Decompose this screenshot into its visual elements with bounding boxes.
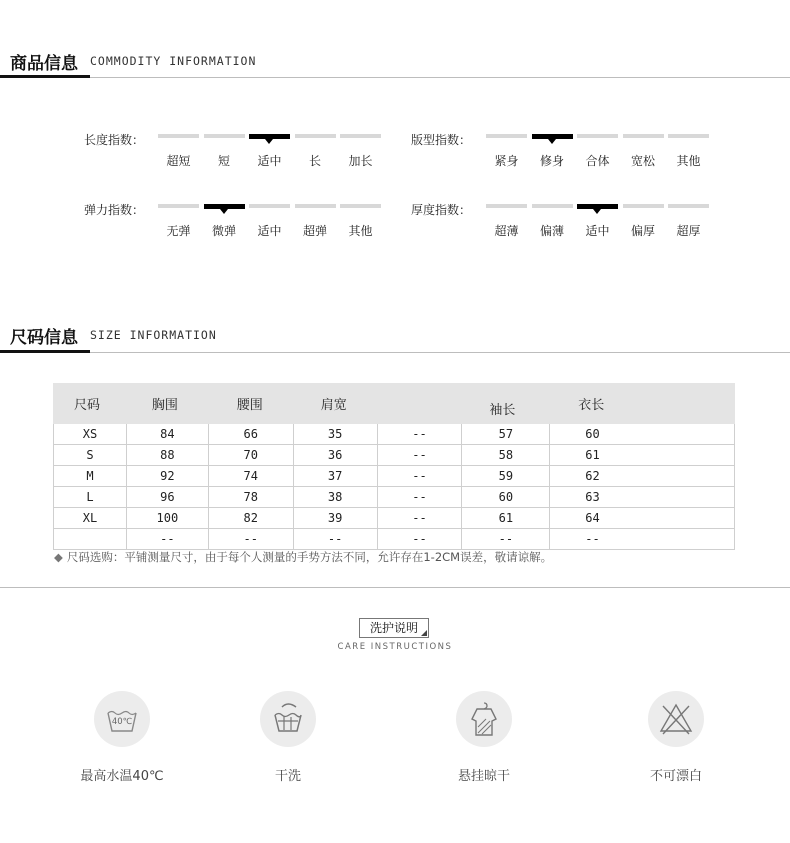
size-cell: -- bbox=[377, 445, 462, 466]
care-title-en: CARE INSTRUCTIONS bbox=[337, 642, 453, 652]
size-title-en: SIZE INFORMATION bbox=[90, 328, 217, 342]
size-cell: 36 bbox=[293, 445, 377, 466]
size-cell: -- bbox=[550, 529, 735, 550]
index-option: 超短 bbox=[166, 154, 191, 168]
dry-clean-icon bbox=[260, 691, 316, 747]
index-label-2: 弹力指数： bbox=[84, 203, 145, 217]
size-cell: 96 bbox=[126, 487, 208, 508]
index-pointer-icon bbox=[220, 209, 228, 214]
index-segment bbox=[623, 204, 664, 208]
index-pointer-icon bbox=[548, 139, 556, 144]
index-segment bbox=[295, 204, 336, 208]
size-table bbox=[53, 383, 735, 550]
size-cell: 59 bbox=[462, 466, 550, 487]
index-option: 适中 bbox=[257, 154, 282, 168]
index-option: 宽松 bbox=[630, 154, 655, 168]
size-cell: M bbox=[54, 466, 127, 487]
index-pointer-icon bbox=[593, 209, 601, 214]
index-option: 超弹 bbox=[302, 224, 327, 238]
wash-temp-text: 40℃ bbox=[111, 717, 133, 727]
size-header-cell: 肩宽 bbox=[293, 384, 377, 424]
size-cell: -- bbox=[293, 529, 377, 550]
size-table-header bbox=[54, 384, 735, 424]
care-title-cn: 洗护说明 bbox=[369, 621, 418, 635]
size-cell: 70 bbox=[208, 445, 293, 466]
size-cell: 61 bbox=[462, 508, 550, 529]
size-cell: 38 bbox=[293, 487, 377, 508]
size-cell bbox=[54, 529, 127, 550]
size-cell: 82 bbox=[208, 508, 293, 529]
size-header-cell: 腰围 bbox=[208, 384, 293, 424]
badge-corner-icon bbox=[421, 630, 427, 636]
size-cell: 78 bbox=[208, 487, 293, 508]
care-label-dry-clean: 干洗 bbox=[274, 769, 301, 784]
index-option: 微弹 bbox=[211, 224, 236, 238]
index-option: 紧身 bbox=[494, 154, 519, 168]
size-cell: 61 bbox=[550, 445, 735, 466]
index-segment bbox=[486, 134, 527, 138]
size-cell: -- bbox=[377, 466, 462, 487]
size-cell: 60 bbox=[462, 487, 550, 508]
index-option: 其他 bbox=[348, 224, 373, 238]
size-cell: XL bbox=[54, 508, 127, 529]
index-option: 适中 bbox=[585, 224, 610, 238]
size-header-cell: 袖长 bbox=[462, 384, 550, 424]
index-option: 偏薄 bbox=[539, 224, 564, 238]
size-divider bbox=[0, 352, 790, 353]
index-pointer-icon bbox=[265, 139, 273, 144]
index-segment bbox=[295, 134, 336, 138]
size-table-row bbox=[54, 466, 735, 487]
size-table-row bbox=[54, 424, 735, 445]
size-divider-accent bbox=[0, 350, 90, 353]
size-cell: 66 bbox=[208, 424, 293, 445]
size-cell: 63 bbox=[550, 487, 735, 508]
size-cell: 88 bbox=[126, 445, 208, 466]
index-option: 无弹 bbox=[166, 224, 191, 238]
index-option: 加长 bbox=[348, 154, 373, 168]
size-cell: 100 bbox=[126, 508, 208, 529]
size-header-cell bbox=[377, 384, 462, 424]
index-segment bbox=[577, 134, 618, 138]
index-option: 其他 bbox=[676, 154, 701, 168]
care-label-wash: 最高水温40℃ bbox=[80, 769, 164, 784]
commodity-divider-accent bbox=[0, 75, 90, 78]
size-title-cn: 尺码信息 bbox=[10, 328, 78, 348]
size-cell: -- bbox=[377, 424, 462, 445]
size-note-text: 尺码选购：平铺测量尺寸，由于每个人测量的手势方法不同，允许存在1-2CM误差，敬请谅解。 bbox=[66, 550, 553, 564]
care-title-badge bbox=[359, 618, 429, 638]
index-option: 适中 bbox=[257, 224, 282, 238]
size-header-cell: 胸围 bbox=[126, 384, 208, 424]
care-label-no-bleach: 不可漂白 bbox=[649, 769, 702, 784]
size-cell: 39 bbox=[293, 508, 377, 529]
index-segment bbox=[668, 204, 709, 208]
hang-dry-icon bbox=[456, 691, 512, 747]
size-table-row bbox=[54, 445, 735, 466]
index-label-3: 厚度指数： bbox=[411, 203, 472, 217]
size-cell: 92 bbox=[126, 466, 208, 487]
commodity-title-cn: 商品信息 bbox=[10, 54, 78, 74]
index-segment bbox=[532, 204, 573, 208]
index-option: 短 bbox=[217, 154, 230, 168]
size-cell: -- bbox=[126, 529, 208, 550]
size-table-row bbox=[54, 529, 735, 550]
note-diamond-icon: ◆ bbox=[54, 550, 63, 564]
size-cell: -- bbox=[377, 529, 462, 550]
size-cell: -- bbox=[377, 508, 462, 529]
size-note bbox=[54, 549, 552, 565]
size-cell: -- bbox=[377, 487, 462, 508]
size-cell: 57 bbox=[462, 424, 550, 445]
size-table-row bbox=[54, 508, 735, 529]
index-segment bbox=[158, 204, 199, 208]
size-cell: L bbox=[54, 487, 127, 508]
care-divider bbox=[0, 587, 790, 588]
size-header-cell: 尺码 bbox=[54, 384, 127, 424]
size-cell: 35 bbox=[293, 424, 377, 445]
index-segment bbox=[340, 204, 381, 208]
commodity-divider bbox=[0, 77, 790, 78]
size-cell: 37 bbox=[293, 466, 377, 487]
index-segment bbox=[486, 204, 527, 208]
index-segment bbox=[158, 134, 199, 138]
index-label-1: 版型指数： bbox=[411, 133, 472, 147]
size-cell: 60 bbox=[550, 424, 735, 445]
size-cell: S bbox=[54, 445, 127, 466]
care-label-hang-dry: 悬挂晾干 bbox=[457, 769, 510, 784]
size-cell: 84 bbox=[126, 424, 208, 445]
index-label-0: 长度指数： bbox=[84, 133, 145, 147]
no-bleach-icon bbox=[648, 691, 704, 747]
index-segment bbox=[249, 204, 290, 208]
index-segment bbox=[668, 134, 709, 138]
size-cell: 74 bbox=[208, 466, 293, 487]
size-table-row bbox=[54, 487, 735, 508]
wash-40c-icon bbox=[94, 691, 150, 747]
size-header-cell: 衣长 bbox=[550, 384, 735, 424]
size-cell: 62 bbox=[550, 466, 735, 487]
index-segment bbox=[340, 134, 381, 138]
index-segment bbox=[623, 134, 664, 138]
size-cell: XS bbox=[54, 424, 127, 445]
index-segment bbox=[204, 134, 245, 138]
index-option: 合体 bbox=[585, 154, 610, 168]
index-option: 修身 bbox=[539, 154, 564, 168]
size-cell: -- bbox=[208, 529, 293, 550]
size-cell: 58 bbox=[462, 445, 550, 466]
size-cell: 64 bbox=[550, 508, 735, 529]
index-option: 超厚 bbox=[676, 224, 701, 238]
size-cell: -- bbox=[462, 529, 550, 550]
index-option: 偏厚 bbox=[630, 224, 655, 238]
commodity-title-en: COMMODITY INFORMATION bbox=[90, 54, 257, 68]
index-option: 长 bbox=[308, 154, 321, 168]
index-option: 超薄 bbox=[494, 224, 519, 238]
